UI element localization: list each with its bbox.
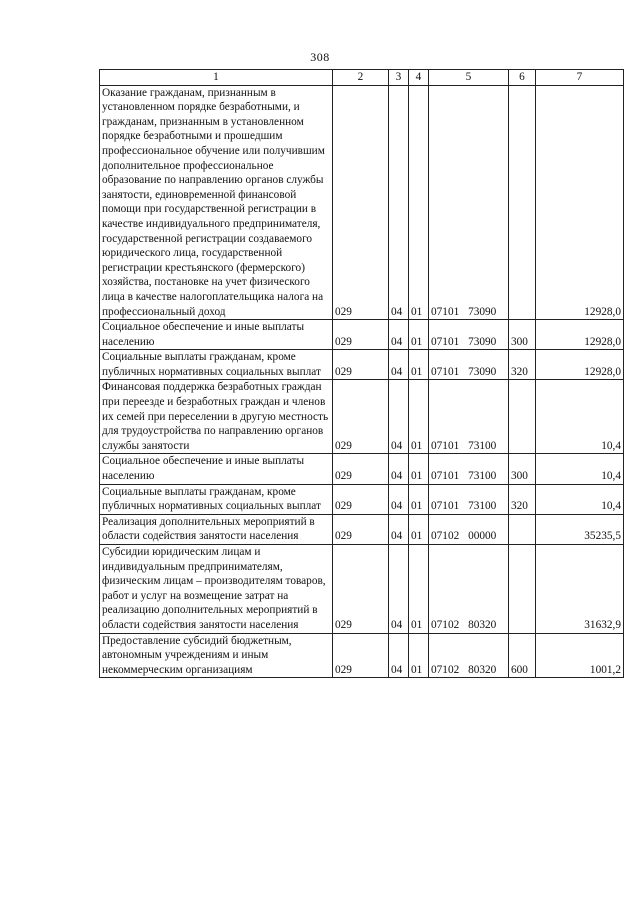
page-number: 308 <box>310 50 330 64</box>
row-grbs: 029 <box>333 350 389 380</box>
row-grbs: 029 <box>333 454 389 484</box>
header-col-7: 7 <box>536 70 624 86</box>
header-col-1: 1 <box>100 70 333 86</box>
row-grbs: 029 <box>333 320 389 350</box>
header-col-4: 4 <box>409 70 429 86</box>
row-rz: 04 <box>389 85 409 320</box>
row-amount: 31632,9 <box>536 545 624 634</box>
row-csr: 07101 73090 <box>429 85 509 320</box>
row-pr: 01 <box>409 454 429 484</box>
header-col-3: 3 <box>389 70 409 86</box>
row-rz: 04 <box>389 633 409 678</box>
row-vr: 320 <box>509 484 536 514</box>
row-vr <box>509 514 536 544</box>
row-rz: 04 <box>389 484 409 514</box>
row-rz: 04 <box>389 514 409 544</box>
row-name: Социальные выплаты гражданам, кроме публичных нормативных социальных выплат <box>100 350 333 380</box>
row-grbs: 029 <box>333 484 389 514</box>
row-pr: 01 <box>409 545 429 634</box>
row-amount: 12928,0 <box>536 350 624 380</box>
row-csr: 07102 80320 <box>429 633 509 678</box>
row-grbs: 029 <box>333 380 389 454</box>
row-pr: 01 <box>409 85 429 320</box>
row-amount: 35235,5 <box>536 514 624 544</box>
row-csr: 07102 00000 <box>429 514 509 544</box>
row-name: Реализация дополнительных мероприятий в области содействия занятости населения <box>100 514 333 544</box>
header-col-6: 6 <box>509 70 536 86</box>
row-grbs: 029 <box>333 85 389 320</box>
row-rz: 04 <box>389 380 409 454</box>
row-rz: 04 <box>389 350 409 380</box>
row-pr: 01 <box>409 484 429 514</box>
budget-table <box>99 69 624 678</box>
row-name: Субсидии юридическим лицам и индивидуальным предпринимателям, физическим лицам – производителям товаров, работ и услуг на возмещение затрат на реализацию дополнительных мероприятий в области содействия занятости населения <box>100 545 333 634</box>
table-row <box>100 633 624 678</box>
row-csr: 07101 73090 <box>429 320 509 350</box>
row-pr: 01 <box>409 350 429 380</box>
table-row <box>100 545 624 634</box>
row-rz: 04 <box>389 454 409 484</box>
table-row <box>100 85 624 320</box>
row-name: Социальное обеспечение и иные выплаты населению <box>100 454 333 484</box>
row-rz: 04 <box>389 545 409 634</box>
row-csr: 07102 80320 <box>429 545 509 634</box>
row-csr: 07101 73100 <box>429 484 509 514</box>
header-col-5: 5 <box>429 70 509 86</box>
row-vr: 300 <box>509 320 536 350</box>
row-name: Социальное обеспечение и иные выплаты населению <box>100 320 333 350</box>
row-pr: 01 <box>409 380 429 454</box>
row-csr: 07101 73100 <box>429 380 509 454</box>
row-pr: 01 <box>409 514 429 544</box>
row-amount: 10,4 <box>536 380 624 454</box>
table-row <box>100 514 624 544</box>
row-name: Социальные выплаты гражданам, кроме публичных нормативных социальных выплат <box>100 484 333 514</box>
table-row <box>100 380 624 454</box>
row-name: Финансовая поддержка безработных граждан при переезде и безработных граждан и членов их семей при переселении в другую местность для трудоустройства по направлению органов службы занятости <box>100 380 333 454</box>
row-pr: 01 <box>409 320 429 350</box>
row-amount: 10,4 <box>536 484 624 514</box>
row-vr: 320 <box>509 350 536 380</box>
table-row <box>100 454 624 484</box>
row-vr: 600 <box>509 633 536 678</box>
row-name: Предоставление субсидий бюджетным, автономным учреждениям и иным некоммерческим организациям <box>100 633 333 678</box>
row-vr <box>509 380 536 454</box>
row-vr <box>509 545 536 634</box>
row-amount: 12928,0 <box>536 85 624 320</box>
table-row <box>100 320 624 350</box>
row-rz: 04 <box>389 320 409 350</box>
header-row <box>100 70 624 86</box>
table-row <box>100 350 624 380</box>
row-amount: 10,4 <box>536 454 624 484</box>
row-grbs: 029 <box>333 633 389 678</box>
row-csr: 07101 73100 <box>429 454 509 484</box>
row-amount: 12928,0 <box>536 320 624 350</box>
row-grbs: 029 <box>333 514 389 544</box>
row-csr: 07101 73090 <box>429 350 509 380</box>
row-pr: 01 <box>409 633 429 678</box>
header-col-2: 2 <box>333 70 389 86</box>
table-row <box>100 484 624 514</box>
row-amount: 1001,2 <box>536 633 624 678</box>
row-vr <box>509 85 536 320</box>
row-grbs: 029 <box>333 545 389 634</box>
row-name: Оказание гражданам, признанным в установленном порядке безработными, и гражданам, признанным в установленном порядке безработными и прошедшим профессиональное обучение или получившим дополнительное профессиональное образование по направлению органов службы занятости, единовременной финансовой помощи при государственной регистрации в качестве индивидуального предпринимателя, государственной регистрации создаваемого юридического лица, государственной регистрации крестьянского (фермерского) хозяйства, постановке на учет физического лица в качестве налогоплательщика налога на профессиональный доход <box>100 85 333 320</box>
row-vr: 300 <box>509 454 536 484</box>
